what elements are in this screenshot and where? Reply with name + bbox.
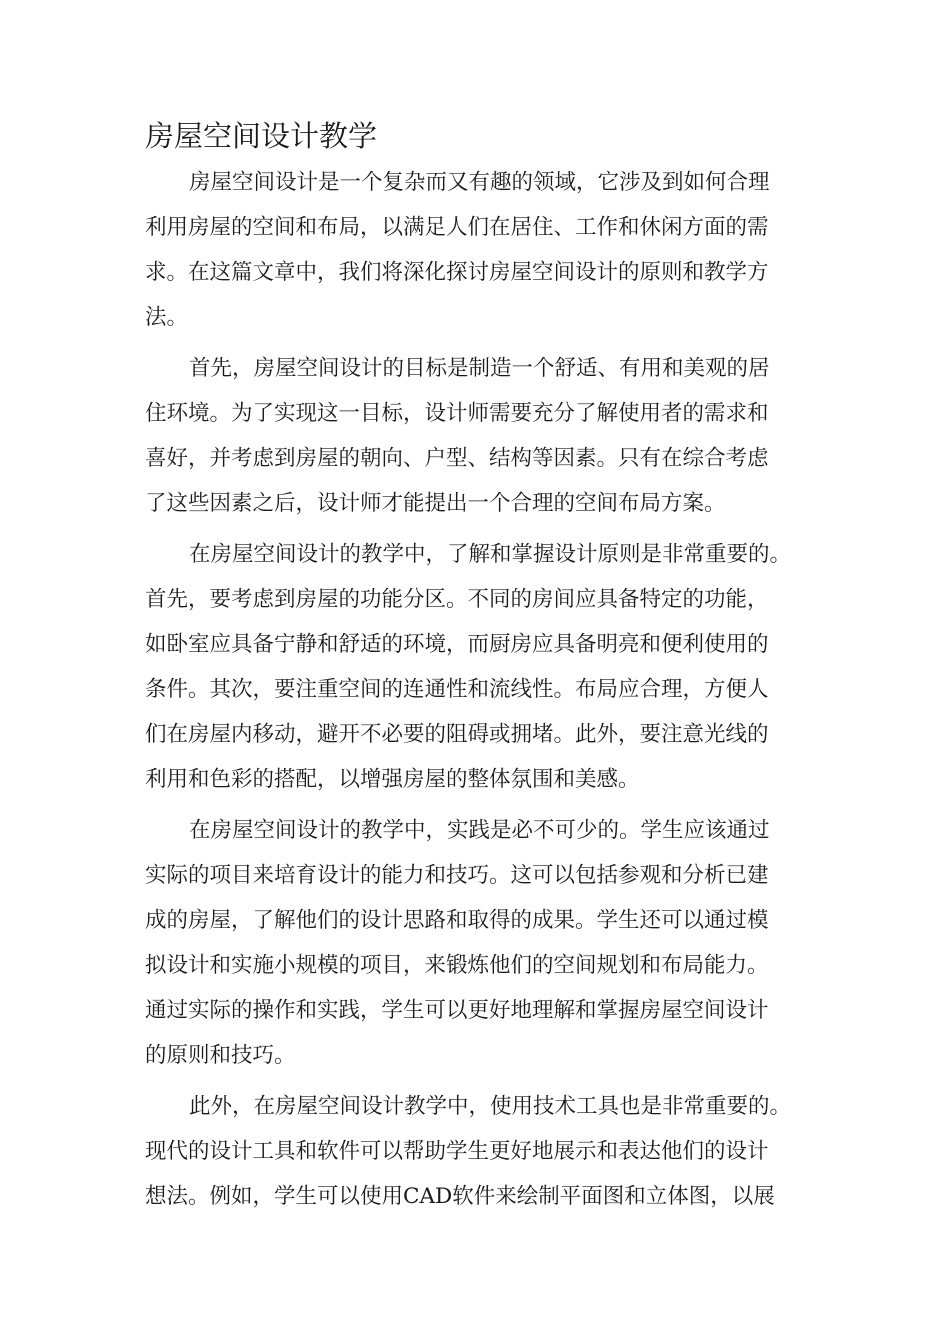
paragraph-3-line-3: 如卧室应具备宁静和舒适的环境，而厨房应具备明亮和便利使用的 <box>145 632 769 657</box>
paragraph-5-line-2: 现代的设计工具和软件可以帮助学生更好地展示和表达他们的设计 <box>145 1139 769 1164</box>
paragraph-4-line-5: 通过实际的操作和实践，学生可以更好地理解和掌握房屋空间设计 <box>145 998 769 1023</box>
paragraph-2-line-2: 住环境。为了实现这一目标，设计师需要充分了解使用者的需求和 <box>145 401 769 426</box>
paragraph-4-line-6: 的原则和技巧。 <box>145 1043 296 1068</box>
paragraph-4-line-1: 在房屋空间设计的教学中，实践是必不可少的。学生应该通过 <box>189 818 770 843</box>
paragraph-3-line-2: 首先，要考虑到房屋的功能分区。不同的房间应具备特定的功能， <box>145 587 769 612</box>
paragraph-2-line-1: 首先，房屋空间设计的目标是制造一个舒适、有用和美观的居 <box>189 356 770 381</box>
paragraph-3-line-6: 利用和色彩的搭配，以增强房屋的整体氛围和美感。 <box>145 767 640 792</box>
paragraph-4-line-3: 成的房屋，了解他们的设计思路和取得的成果。学生还可以通过模 <box>145 908 769 933</box>
paragraph-3-line-5: 们在房屋内移动，避开不必要的阻碍或拥堵。此外，要注意光线的 <box>145 722 769 747</box>
paragraph-1-line-2: 利用房屋的空间和布局，以满足人们在居住、工作和休闲方面的需 <box>145 215 769 240</box>
paragraph-5-line-3: 想法。例如，学生可以使用CAD软件来绘制平面图和立体图，以展 <box>145 1184 775 1209</box>
document-title: 房屋空间设计教学 <box>145 119 378 153</box>
paragraph-2-line-4: 了这些因素之后，设计师才能提出一个合理的空间布局方案。 <box>145 491 726 516</box>
paragraph-4-line-4: 拟设计和实施小规模的项目，来锻炼他们的空间规划和布局能力。 <box>145 953 769 978</box>
paragraph-2-line-3: 喜好，并考虑到房屋的朝向、户型、结构等因素。只有在综合考虑 <box>145 446 769 471</box>
paragraph-3-line-4: 条件。其次，要注重空间的连通性和流线性。布局应合理，方便人 <box>145 677 769 702</box>
paragraph-1-line-4: 法。 <box>145 305 189 330</box>
paragraph-1-line-1: 房屋空间设计是一个复杂而又有趣的领域，它涉及到如何合理 <box>189 170 770 195</box>
paragraph-5-line-1: 此外，在房屋空间设计教学中，使用技术工具也是非常重要的。 <box>189 1094 792 1119</box>
paragraph-4-line-2: 实际的项目来培育设计的能力和技巧。这可以包括参观和分析已建 <box>145 863 769 888</box>
paragraph-3-line-1: 在房屋空间设计的教学中，了解和掌握设计原则是非常重要的。 <box>189 542 792 567</box>
paragraph-1-line-3: 求。在这篇文章中，我们将深化探讨房屋空间设计的原则和教学方 <box>145 260 769 285</box>
